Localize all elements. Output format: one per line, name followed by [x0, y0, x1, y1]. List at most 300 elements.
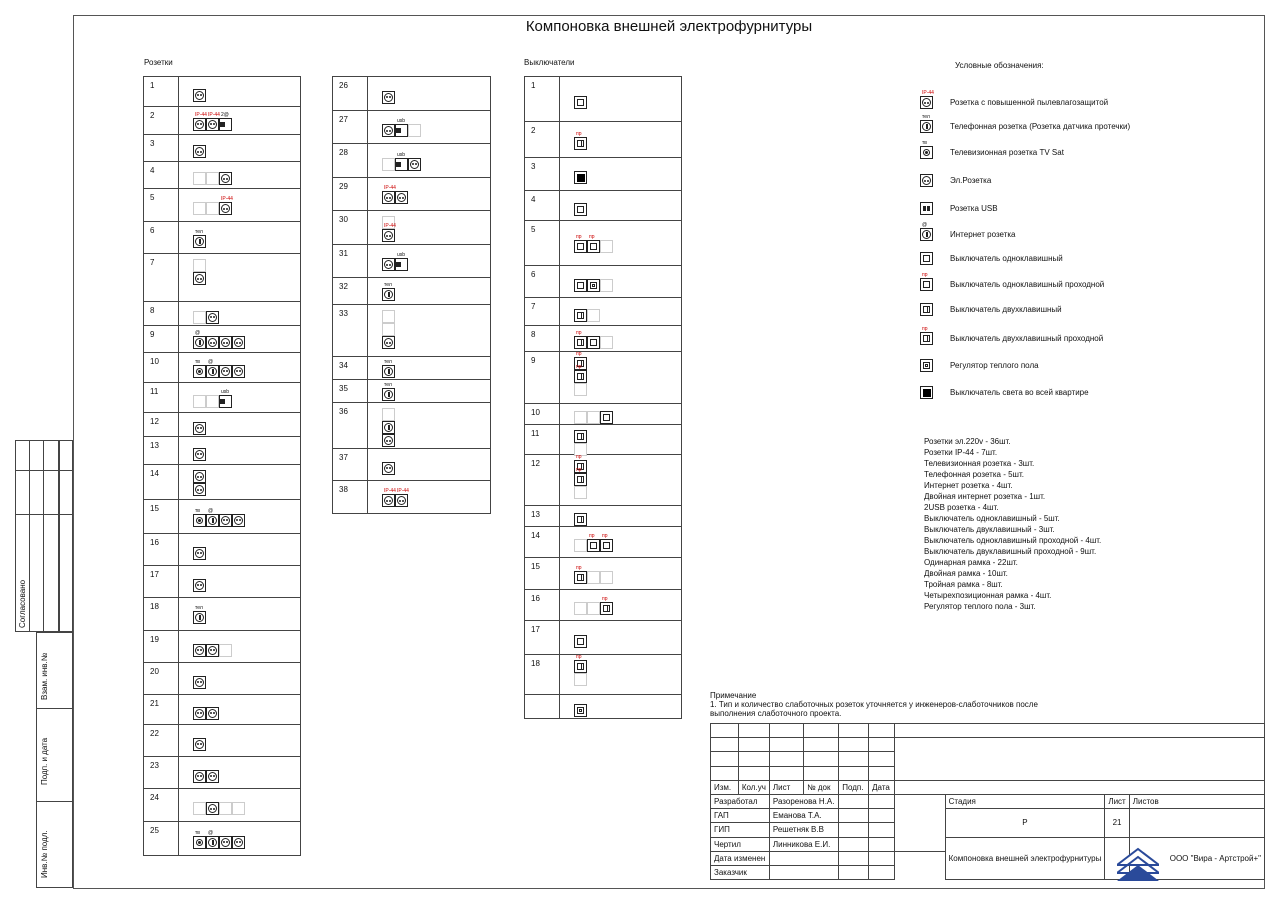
- tb-col-header: Лист: [769, 780, 803, 794]
- socket-icon: [193, 707, 206, 720]
- row-symbols: [560, 266, 682, 298]
- socket-icon: [408, 158, 421, 171]
- socket-icon: [193, 448, 206, 461]
- tb-drawing: Компоновка внешней электрофурнитуры: [945, 837, 1105, 880]
- empty-frame-icon: [232, 802, 245, 815]
- empty-frame-icon: [382, 408, 395, 421]
- table-row: [525, 455, 682, 506]
- row-symbols: [560, 298, 682, 326]
- double-switch-icon: пр: [574, 336, 587, 349]
- row-symbols: [368, 481, 491, 514]
- count-line: Розетки эл.220v - 36шт.: [924, 437, 1011, 446]
- socket-icon: IP-44: [920, 96, 933, 109]
- tb-role-3: ГИП: [711, 823, 770, 837]
- row-number: 38: [333, 481, 368, 514]
- tb-stage: Р: [945, 809, 1105, 837]
- legend-text: Телевизионная розетка TV Sat: [950, 148, 1064, 157]
- tv-socket-icon: тв: [920, 146, 933, 159]
- switch-icon: пр: [920, 278, 933, 291]
- row-number: 28: [333, 144, 368, 178]
- row-number: 3: [525, 158, 560, 191]
- table-row: [525, 506, 682, 527]
- socket-icon: IP-44: [395, 494, 408, 507]
- socket-icon: [382, 91, 395, 104]
- socket-icon: [206, 770, 219, 783]
- row-number: 1: [144, 77, 179, 107]
- double-switch-icon: пр: [574, 370, 587, 383]
- row-number: 5: [525, 221, 560, 266]
- row-number: 18: [144, 598, 179, 631]
- row-number: 20: [144, 663, 179, 695]
- tb-name-5: [769, 851, 838, 865]
- empty-frame-icon: [193, 259, 206, 272]
- row-number: 14: [525, 527, 560, 558]
- table-row: [333, 403, 491, 449]
- row-symbols: [368, 211, 491, 245]
- empty-frame-icon: [408, 124, 421, 137]
- table-row: [144, 789, 301, 822]
- empty-frame-icon: [382, 158, 395, 171]
- switch-icon: [574, 96, 587, 109]
- table-row: [525, 352, 682, 404]
- row-number: 27: [333, 111, 368, 144]
- legend-text: Выключатель двухклавишный проходной: [950, 334, 1104, 343]
- empty-frame-icon: [574, 539, 587, 552]
- row-symbols: [560, 122, 682, 158]
- switch-icon: [920, 252, 933, 265]
- row-symbols: [179, 598, 301, 631]
- count-line: Выключатель одноклавишный проходной - 4шт.: [924, 536, 1102, 545]
- row-symbols: [179, 631, 301, 663]
- row-symbols: [179, 353, 301, 383]
- socket-icon: [382, 258, 395, 271]
- table-row: [525, 77, 682, 122]
- row-symbols: [368, 178, 491, 211]
- count-line: Тройная рамка - 8шт.: [924, 580, 1003, 589]
- row-number: 23: [144, 757, 179, 789]
- row-symbols: [179, 437, 301, 465]
- table-row: [144, 222, 301, 254]
- socket-icon: [382, 124, 395, 137]
- socket-icon: IP-44: [382, 494, 395, 507]
- tb-col-header: Подп.: [839, 780, 869, 794]
- table-row: [333, 77, 491, 111]
- count-line: Одинарная рамка - 22шт.: [924, 558, 1018, 567]
- empty-frame-icon: [219, 802, 232, 815]
- row-symbols: [179, 725, 301, 757]
- empty-frame-icon: [382, 310, 395, 323]
- row-symbols: [560, 404, 682, 425]
- note-line-2: выполнения слаботочного проекта.: [710, 709, 842, 718]
- legend-text: Эл.Розетка: [950, 176, 992, 185]
- double-switch-icon: пр: [600, 602, 613, 615]
- count-line: Выключатель двуклавишный - 3шт.: [924, 525, 1055, 534]
- switches-heading: Выключатели: [524, 58, 575, 67]
- tv-socket-icon: тв: [193, 365, 206, 378]
- floor-heating-icon: [920, 359, 933, 372]
- row-symbols: [179, 189, 301, 222]
- row-number: 22: [144, 725, 179, 757]
- company-logo-icon: [1117, 845, 1159, 885]
- legend-text: Телефонная розетка (Розетка датчика протечки): [950, 122, 1131, 131]
- legend-text: Выключатель света во всей квартире: [950, 388, 1089, 397]
- count-line: Выключатель двуклавишный проходной - 9шт.: [924, 547, 1097, 556]
- row-symbols: [368, 77, 491, 111]
- table-row: [144, 500, 301, 534]
- table-row: [144, 383, 301, 413]
- phone-socket-icon: тел: [193, 611, 206, 624]
- double-switch-icon: [574, 513, 587, 526]
- double-switch-icon: пр: [574, 460, 587, 473]
- switch-icon: [587, 336, 600, 349]
- socket-icon: [206, 336, 219, 349]
- row-number: 13: [525, 506, 560, 527]
- socket-icon: IP-44: [193, 118, 206, 131]
- double-switch-icon: пр: [920, 332, 933, 345]
- empty-frame-icon: [600, 336, 613, 349]
- legend-text: Выключатель двухклавишный: [950, 305, 1062, 314]
- table-row: [333, 481, 491, 514]
- note: [710, 691, 1038, 718]
- row-number: 9: [144, 326, 179, 353]
- tb-sheet: 21: [1105, 809, 1129, 837]
- row-symbols: [560, 695, 682, 719]
- row-number: 35: [333, 380, 368, 403]
- row-symbols: [560, 191, 682, 221]
- row-number: 25: [144, 822, 179, 856]
- side-inv: Инв.№ подл.: [40, 830, 49, 878]
- socket-icon: [382, 336, 395, 349]
- tb-col-header: № док: [804, 780, 839, 794]
- empty-frame-icon: [600, 571, 613, 584]
- row-symbols: [560, 221, 682, 266]
- table-row: [525, 404, 682, 425]
- empty-frame-icon: [193, 311, 206, 324]
- count-line: Выключатель одноклавишный - 5шт.: [924, 514, 1060, 523]
- tb-role-6: Заказчик: [711, 865, 770, 879]
- side-vzam: Взам. инв.№: [40, 652, 49, 700]
- table-row: [525, 122, 682, 158]
- socket-icon: [206, 644, 219, 657]
- row-number: 19: [144, 631, 179, 663]
- row-symbols: [368, 144, 491, 178]
- empty-frame-icon: [193, 395, 206, 408]
- row-symbols: [179, 695, 301, 725]
- sockets-table-2: [332, 76, 491, 514]
- table-row: [333, 245, 491, 278]
- socket-icon: [219, 365, 232, 378]
- socket-icon: [382, 462, 395, 475]
- row-symbols: [179, 222, 301, 254]
- socket-icon: [920, 174, 933, 187]
- table-row: [525, 558, 682, 590]
- page-title: Компоновка внешней электрофурнитуры: [525, 18, 813, 35]
- double-switch-icon: пр: [574, 357, 587, 370]
- double-switch-icon: [574, 309, 587, 322]
- row-number: 12: [144, 413, 179, 437]
- empty-frame-icon: [587, 309, 600, 322]
- table-row: [144, 413, 301, 437]
- table-row: [333, 111, 491, 144]
- empty-frame-icon: [587, 571, 600, 584]
- empty-frame-icon: [574, 486, 587, 499]
- row-number: 29: [333, 178, 368, 211]
- empty-frame-icon: [193, 802, 206, 815]
- row-number: 10: [525, 404, 560, 425]
- internet-socket-icon: @: [206, 514, 219, 527]
- empty-frame-icon: [206, 202, 219, 215]
- counts-list: [924, 436, 1101, 612]
- row-number: 11: [525, 425, 560, 455]
- note-line-1: 1. Тип и количество слаботочных розеток уточняется у инженеров-слаботочников после: [710, 700, 1038, 709]
- socket-icon: [193, 89, 206, 102]
- usb-socket-icon: usb: [219, 395, 232, 408]
- switch-icon: пр: [587, 240, 600, 253]
- socket-icon: [206, 707, 219, 720]
- row-symbols: [560, 425, 682, 455]
- row-number: 37: [333, 449, 368, 481]
- table-row: [333, 380, 491, 403]
- row-number: 10: [144, 353, 179, 383]
- row-number: 13: [144, 437, 179, 465]
- count-line: Регулятор теплого пола - 3шт.: [924, 602, 1036, 611]
- switch-icon: пр: [600, 539, 613, 552]
- row-symbols: [368, 111, 491, 144]
- table-row: [525, 695, 682, 719]
- empty-frame-icon: [206, 395, 219, 408]
- side-col-1: [29, 440, 44, 632]
- tb-role-2: ГАП: [711, 809, 770, 823]
- sockets-table-1: [143, 76, 301, 856]
- legend-heading: Условные обозначения:: [955, 61, 1044, 70]
- double-switch-icon: [574, 430, 587, 443]
- socket-icon: [232, 514, 245, 527]
- row-symbols: [179, 162, 301, 189]
- switch-icon: [574, 279, 587, 292]
- row-number: 15: [525, 558, 560, 590]
- internet-socket-icon: @: [920, 228, 933, 241]
- empty-frame-icon: [587, 602, 600, 615]
- table-row: [144, 135, 301, 162]
- legend-text: Розетка USB: [950, 204, 998, 213]
- title-block: [710, 723, 1265, 880]
- socket-icon: [232, 365, 245, 378]
- count-line: Двойная интернет розетка - 1шт.: [924, 492, 1046, 501]
- row-number: [525, 695, 560, 719]
- legend-text: Выключатель одноклавишный проходной: [950, 280, 1105, 289]
- row-symbols: [179, 302, 301, 326]
- socket-icon: [193, 644, 206, 657]
- row-symbols: [560, 621, 682, 655]
- row-number: 7: [144, 254, 179, 302]
- side-col-2: [58, 440, 60, 632]
- double-switch-icon: пр: [574, 473, 587, 486]
- row-number: 8: [144, 302, 179, 326]
- socket-icon: [382, 434, 395, 447]
- side-podp: Подп. и дата: [40, 737, 49, 785]
- empty-frame-icon: [587, 411, 600, 424]
- table-row: [525, 621, 682, 655]
- row-symbols: [368, 278, 491, 305]
- tb-col-header: Изм.: [711, 780, 739, 794]
- table-row: [144, 189, 301, 222]
- row-symbols: [179, 500, 301, 534]
- row-number: 36: [333, 403, 368, 449]
- count-line: Интернет розетка - 4шт.: [924, 481, 1013, 490]
- empty-frame-icon: [206, 172, 219, 185]
- row-symbols: [560, 326, 682, 352]
- table-row: [333, 278, 491, 305]
- row-symbols: [179, 383, 301, 413]
- side-agreed: Согласовано: [18, 579, 27, 628]
- row-number: 33: [333, 305, 368, 357]
- internet-socket-icon: @: [206, 365, 219, 378]
- double-switch-icon: пр: [574, 660, 587, 673]
- phone-socket-icon: тел: [382, 388, 395, 401]
- row-number: 17: [144, 566, 179, 598]
- socket-icon: IP-44: [382, 191, 395, 204]
- row-number: 30: [333, 211, 368, 245]
- row-number: 4: [525, 191, 560, 221]
- table-row: [525, 655, 682, 695]
- tb-role-1: Разработал: [711, 794, 770, 808]
- socket-icon: [193, 770, 206, 783]
- tb-name-1: Разоренова Н.А.: [769, 794, 838, 808]
- row-symbols: [179, 254, 301, 302]
- table-row: [525, 326, 682, 352]
- row-number: 15: [144, 500, 179, 534]
- table-row: [144, 107, 301, 135]
- tb-col-header: Дата: [869, 780, 895, 794]
- table-row: [144, 631, 301, 663]
- usb-socket-icon: usb: [395, 158, 408, 171]
- tb-role-4: Чертил: [711, 837, 770, 851]
- count-line: Розетки IP-44 - 7шт.: [924, 448, 998, 457]
- count-line: 2USB розетка - 4шт.: [924, 503, 999, 512]
- row-symbols: [560, 352, 682, 404]
- socket-icon: IP-44: [206, 118, 219, 131]
- table-row: [144, 254, 301, 302]
- switch-icon: пр: [574, 240, 587, 253]
- table-row: [525, 527, 682, 558]
- tv-socket-icon: тв: [193, 514, 206, 527]
- tb-role-5: Дата изменен: [711, 851, 770, 865]
- socket-icon: IP-44: [382, 229, 395, 242]
- row-symbols: [179, 757, 301, 789]
- empty-frame-icon: [193, 202, 206, 215]
- sockets-heading: Розетки: [144, 58, 173, 67]
- table-row: [144, 302, 301, 326]
- socket-icon: [193, 547, 206, 560]
- row-symbols: [179, 789, 301, 822]
- table-row: [525, 590, 682, 621]
- table-row: [333, 144, 491, 178]
- table-row: [525, 191, 682, 221]
- empty-frame-icon: [574, 411, 587, 424]
- socket-icon: [193, 579, 206, 592]
- tb-sheets: [1129, 809, 1264, 837]
- row-number: 1: [525, 77, 560, 122]
- tb-col-header: Кол.уч: [738, 780, 769, 794]
- phone-socket-icon: тел: [193, 235, 206, 248]
- usb-socket-icon: usb: [395, 124, 408, 137]
- legend-text: Розетка с повышенной пылевлагозащитой: [950, 98, 1109, 107]
- row-symbols: [560, 506, 682, 527]
- empty-frame-icon: [600, 279, 613, 292]
- row-symbols: [179, 822, 301, 856]
- socket-icon: [193, 422, 206, 435]
- row-number: 17: [525, 621, 560, 655]
- row-number: 16: [144, 534, 179, 566]
- table-row: [525, 221, 682, 266]
- socket-icon: [193, 470, 206, 483]
- table-row: [144, 695, 301, 725]
- row-symbols: [368, 380, 491, 403]
- table-row: [333, 211, 491, 245]
- table-row: [144, 663, 301, 695]
- tb-name-2: Еманова Т.А.: [769, 809, 838, 823]
- row-number: 6: [525, 266, 560, 298]
- master-switch-icon: [574, 171, 587, 184]
- socket-icon: [219, 514, 232, 527]
- table-row: [144, 465, 301, 500]
- row-symbols: [179, 663, 301, 695]
- row-symbols: [368, 245, 491, 278]
- socket-icon: [206, 802, 219, 815]
- table-row: [333, 305, 491, 357]
- switches-table: [524, 76, 682, 719]
- row-number: 2: [144, 107, 179, 135]
- row-symbols: [179, 566, 301, 598]
- table-row: [144, 77, 301, 107]
- tb-sheets-h: Листов: [1129, 794, 1264, 808]
- row-symbols: [560, 527, 682, 558]
- row-symbols: [560, 590, 682, 621]
- empty-frame-icon: [219, 644, 232, 657]
- switch-icon: [574, 203, 587, 216]
- internet-socket-icon: @: [193, 336, 206, 349]
- row-symbols: [560, 455, 682, 506]
- legend-text: Интернет розетка: [950, 230, 1016, 239]
- socket-icon: [395, 191, 408, 204]
- table-row: [333, 357, 491, 380]
- empty-frame-icon: [193, 172, 206, 185]
- table-row: [525, 158, 682, 191]
- switch-icon: [600, 411, 613, 424]
- row-symbols: [368, 449, 491, 481]
- table-row: [144, 757, 301, 789]
- socket-icon: [193, 272, 206, 285]
- phone-socket-icon: тел: [382, 365, 395, 378]
- row-number: 8: [525, 326, 560, 352]
- master-switch-icon: [920, 386, 933, 399]
- row-number: 6: [144, 222, 179, 254]
- socket-icon: [219, 836, 232, 849]
- legend-text: Регулятор теплого пола: [950, 361, 1039, 370]
- table-row: [144, 725, 301, 757]
- socket-icon: IP-44: [219, 202, 232, 215]
- double-switch-icon: пр: [574, 137, 587, 150]
- table-row: [525, 266, 682, 298]
- row-symbols: [179, 413, 301, 437]
- empty-frame-icon: [574, 383, 587, 396]
- table-row: [144, 822, 301, 856]
- floor-heating-icon: [587, 279, 600, 292]
- row-symbols: [560, 158, 682, 191]
- count-line: Телевизионная розетка - 3шт.: [924, 459, 1035, 468]
- row-number: 12: [525, 455, 560, 506]
- row-symbols: [560, 77, 682, 122]
